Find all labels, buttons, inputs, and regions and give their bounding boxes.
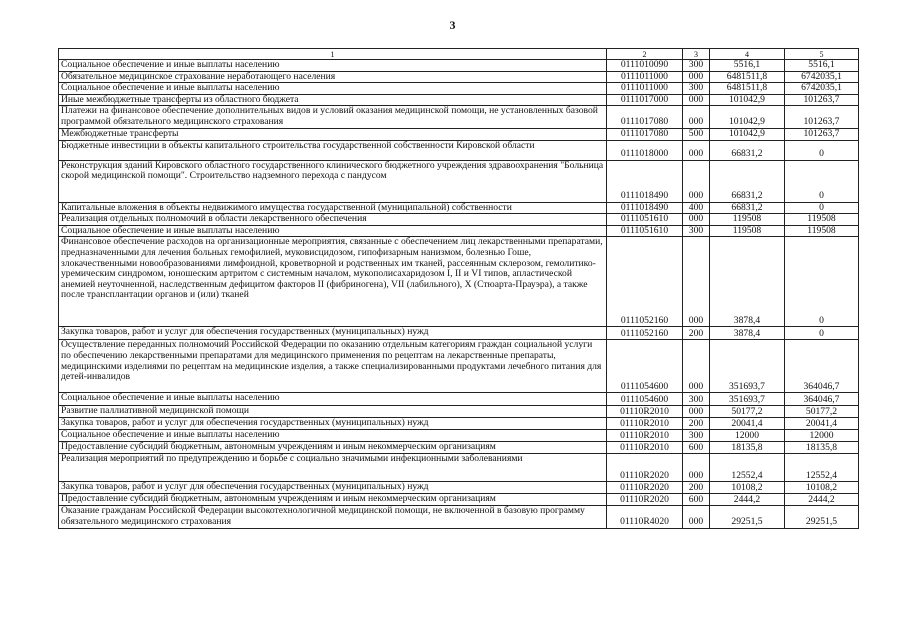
row-value-col4: 10108,2 — [710, 482, 785, 494]
row-value-col4: 66831,2 — [710, 202, 785, 214]
row-name: Бюджетные инвестиции в объекты капитального строительства государственной собственности Кировской области — [59, 140, 607, 160]
row-name: Капитальные вложения в объекты недвижимого имущества государственной (муниципальной) собственности — [59, 202, 607, 214]
row-code: 0111051610 — [607, 225, 683, 237]
row-code: 0111018490 — [607, 160, 683, 202]
row-code: 0111017080 — [607, 106, 683, 128]
row-type: 000 — [683, 214, 710, 226]
row-name: Социальное обеспечение и иные выплаты населению — [59, 225, 607, 237]
row-code: 0111010090 — [607, 60, 683, 72]
table-row — [59, 60, 859, 72]
row-value-col4: 3878,4 — [710, 237, 785, 327]
row-type: 200 — [683, 327, 710, 340]
row-name: Осуществление переданных полномочий Российской Федерации по оказанию отдельным категориям граждан социальной услуги по обеспечению лекарственными препаратами для медицинского применения по рецептам на лекарственные препараты, медицинскими изделиями по рецептам на медицинские изделия, а также специализированными продуктами лечебного питания для детей-инвалидов — [59, 340, 607, 393]
row-code: 0111054600 — [607, 340, 683, 393]
row-code: 0111017080 — [607, 128, 683, 140]
row-type: 000 — [683, 94, 710, 106]
row-value-col5: 5516,1 — [785, 60, 859, 72]
row-value-col5: 50177,2 — [785, 406, 859, 418]
table-row — [59, 202, 859, 214]
row-value-col5: 101263,7 — [785, 94, 859, 106]
row-value-col4: 5516,1 — [710, 60, 785, 72]
row-value-col5: 119508 — [785, 214, 859, 226]
row-type: 000 — [683, 506, 710, 528]
row-name: Закупка товаров, работ и услуг для обеспечения государственных (муниципальных) нужд — [59, 482, 607, 494]
row-name: Социальное обеспечение и иные выплаты населению — [59, 83, 607, 95]
row-value-col5: 0 — [785, 202, 859, 214]
row-type: 000 — [683, 160, 710, 202]
table-row — [59, 106, 859, 128]
table-row — [59, 71, 859, 83]
row-name: Реализация отдельных полномочий в области лекарственного обеспечения — [59, 214, 607, 226]
row-value-col4: 351693,7 — [710, 340, 785, 393]
row-value-col5: 12000 — [785, 430, 859, 442]
row-code: 0111052160 — [607, 327, 683, 340]
row-value-col4: 3878,4 — [710, 327, 785, 340]
row-code: 01110R2010 — [607, 418, 683, 430]
row-code: 0111052160 — [607, 237, 683, 327]
row-code: 0111018490 — [607, 202, 683, 214]
table-row — [59, 506, 859, 528]
row-name: Реализация мероприятий по предупреждению и борьбе с социально значимыми инфекционными заболеваниями — [59, 454, 607, 482]
row-type: 000 — [683, 71, 710, 83]
header-col-2: 2 — [607, 49, 683, 60]
row-name: Финансовое обеспечение расходов на организационные мероприятия, связанные с обеспечением лиц лекарственными препаратами, предназначенными для лечения больных гемофилией, муковисцидозом, гипофизарным нанизмом, болезнью Гоше, злокачественными новообразованиями лимфоидной, кроветворной и родственных им тканей, рассеянным склерозом, гемолитико-уремическим синдромом, юношеским артритом с системным началом, мукополисахаридозом I, II и VI типов, апластической анемией неуточненной, наследственным дефицитом факторов II (фибриногена), VII (лабильного), X (Стюарта-Прауэра), а также после трансплантации органов и (или) тканей — [59, 237, 607, 327]
row-name: Межбюджетные трансферты — [59, 128, 607, 140]
row-type: 000 — [683, 140, 710, 160]
header-col-5: 5 — [785, 49, 859, 60]
table-row — [59, 393, 859, 406]
row-value-col5: 0 — [785, 160, 859, 202]
row-type: 300 — [683, 225, 710, 237]
row-value-col4: 12552,4 — [710, 454, 785, 482]
row-value-col5: 0 — [785, 327, 859, 340]
row-value-col5: 6742035,1 — [785, 71, 859, 83]
row-value-col4: 351693,7 — [710, 393, 785, 406]
row-name: Оказание гражданам Российской Федерации высокотехнологичной медицинской помощи, не включенной в базовую программу обязательного медицинского страхования — [59, 506, 607, 528]
row-value-col5: 20041,4 — [785, 418, 859, 430]
row-type: 400 — [683, 202, 710, 214]
table-row — [59, 214, 859, 226]
row-type: 200 — [683, 418, 710, 430]
row-type: 000 — [683, 406, 710, 418]
row-value-col4: 101042,9 — [710, 94, 785, 106]
row-name: Обязательное медицинское страхование неработающего населения — [59, 71, 607, 83]
row-code: 01110R2010 — [607, 442, 683, 454]
row-value-col5: 101263,7 — [785, 106, 859, 128]
row-name: Закупка товаров, работ и услуг для обеспечения государственных (муниципальных) нужд — [59, 418, 607, 430]
row-type: 600 — [683, 494, 710, 506]
row-name: Иные межбюджетные трансферты из областного бюджета — [59, 94, 607, 106]
row-type: 500 — [683, 128, 710, 140]
row-name: Социальное обеспечение и иные выплаты населению — [59, 60, 607, 72]
row-value-col5: 364046,7 — [785, 340, 859, 393]
row-value-col5: 119508 — [785, 225, 859, 237]
row-type: 300 — [683, 83, 710, 95]
row-value-col4: 6481511,8 — [710, 71, 785, 83]
row-name: Платежи на финансовое обеспечение дополнительных видов и условий оказания медицинской помощи, не установленных базовой программой обязательного медицинского страхования — [59, 106, 607, 128]
row-code: 01110R2010 — [607, 406, 683, 418]
row-value-col5: 12552,4 — [785, 454, 859, 482]
row-code: 01110R4020 — [607, 506, 683, 528]
row-code: 01110R2020 — [607, 494, 683, 506]
row-value-col4: 2444,2 — [710, 494, 785, 506]
table-row — [59, 418, 859, 430]
row-value-col5: 6742035,1 — [785, 83, 859, 95]
row-name: Социальное обеспечение и иные выплаты населению — [59, 430, 607, 442]
row-type: 000 — [683, 454, 710, 482]
row-type: 000 — [683, 340, 710, 393]
row-type: 600 — [683, 442, 710, 454]
header-col-1: 1 — [59, 49, 607, 60]
row-value-col4: 101042,9 — [710, 106, 785, 128]
row-value-col4: 66831,2 — [710, 140, 785, 160]
row-value-col4: 29251,5 — [710, 506, 785, 528]
table-row — [59, 442, 859, 454]
row-value-col5: 101263,7 — [785, 128, 859, 140]
table-row — [59, 225, 859, 237]
row-code: 01110R2020 — [607, 482, 683, 494]
row-value-col5: 10108,2 — [785, 482, 859, 494]
row-type: 000 — [683, 106, 710, 128]
row-name: Предоставление субсидий бюджетным, автономным учреждениям и иным некоммерческим организациям — [59, 442, 607, 454]
row-value-col4: 119508 — [710, 225, 785, 237]
row-type: 300 — [683, 430, 710, 442]
row-code: 0111017000 — [607, 94, 683, 106]
table-row — [59, 237, 859, 327]
row-code: 01110R2010 — [607, 430, 683, 442]
row-value-col5: 2444,2 — [785, 494, 859, 506]
row-code: 01110R2020 — [607, 454, 683, 482]
table-row — [59, 340, 859, 393]
row-value-col4: 20041,4 — [710, 418, 785, 430]
row-type: 000 — [683, 237, 710, 327]
budget-table — [58, 48, 859, 529]
row-value-col5: 0 — [785, 140, 859, 160]
table-row — [59, 94, 859, 106]
table-row — [59, 454, 859, 482]
row-value-col4: 119508 — [710, 214, 785, 226]
header-col-4: 4 — [710, 49, 785, 60]
row-type: 300 — [683, 60, 710, 72]
row-value-col4: 50177,2 — [710, 406, 785, 418]
table-row — [59, 482, 859, 494]
row-value-col5: 29251,5 — [785, 506, 859, 528]
row-value-col4: 12000 — [710, 430, 785, 442]
row-code: 0111054600 — [607, 393, 683, 406]
row-type: 200 — [683, 482, 710, 494]
row-name: Развитие паллиативной медицинской помощи — [59, 406, 607, 418]
row-name: Предоставление субсидий бюджетным, автономным учреждениям и иным некоммерческим организациям — [59, 494, 607, 506]
row-type: 300 — [683, 393, 710, 406]
table-row — [59, 160, 859, 202]
page-number: 3 — [449, 18, 456, 32]
row-name: Закупка товаров, работ и услуг для обеспечения государственных (муниципальных) нужд — [59, 327, 607, 340]
row-name: Реконструкция зданий Кировского областного государственного клинического бюджетного учреждения здравоохранения "Больница скорой медицинской помощи". Строительство надземного перехода с пандусом — [59, 160, 607, 202]
row-code: 0111011000 — [607, 83, 683, 95]
table-row — [59, 83, 859, 95]
table-row — [59, 406, 859, 418]
header-col-3: 3 — [683, 49, 710, 60]
row-value-col4: 18135,8 — [710, 442, 785, 454]
row-value-col4: 101042,9 — [710, 128, 785, 140]
row-value-col5: 0 — [785, 237, 859, 327]
table-row — [59, 128, 859, 140]
row-value-col4: 6481511,8 — [710, 83, 785, 95]
row-value-col5: 364046,7 — [785, 393, 859, 406]
table-header-row — [59, 49, 859, 60]
row-code: 0111018000 — [607, 140, 683, 160]
table-row — [59, 140, 859, 160]
row-value-col4: 66831,2 — [710, 160, 785, 202]
table-row — [59, 327, 859, 340]
table-row — [59, 430, 859, 442]
row-value-col5: 18135,8 — [785, 442, 859, 454]
table-row — [59, 494, 859, 506]
table-body — [59, 60, 859, 529]
row-name: Социальное обеспечение и иные выплаты населению — [59, 393, 607, 406]
row-code: 0111011000 — [607, 71, 683, 83]
row-code: 0111051610 — [607, 214, 683, 226]
